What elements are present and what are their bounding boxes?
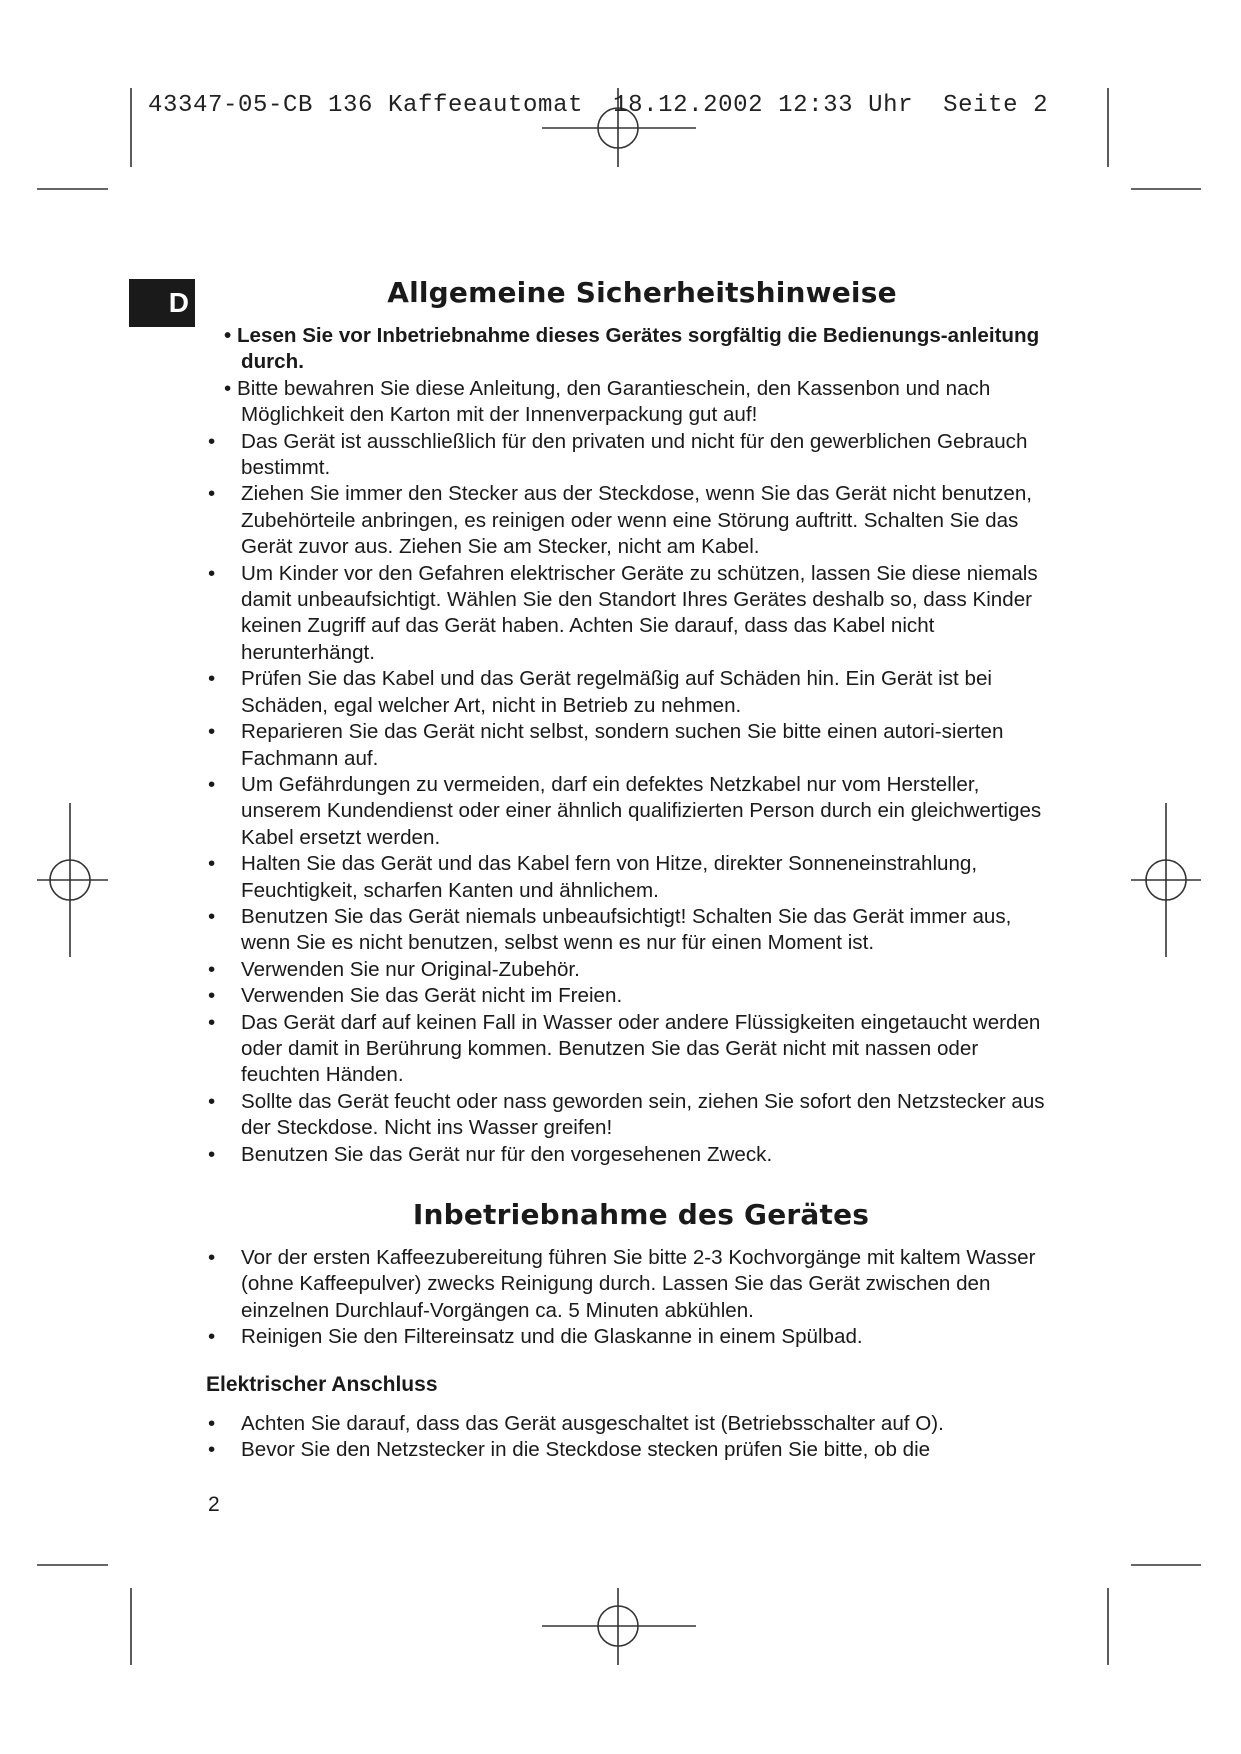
- electrical-list: [206, 1411, 1046, 1464]
- list-item: • Reinigen Sie den Filtereinsatz und die Glaskanne in einem Spülbad.: [206, 1324, 1046, 1350]
- list-item: • Das Gerät darf auf keinen Fall in Wasser oder andere Flüssigkeiten eingetaucht werden oder damit in Berührung kommen. Benutzen Sie das Gerät nicht mit nassen oder feuchten Händen.: [208, 1010, 1041, 1087]
- subheading-electrical: Elektrischer Anschluss: [206, 1372, 438, 1396]
- section-title-startup: Inbetriebnahme des Gerätes: [412, 1198, 870, 1231]
- list-item: • Reparieren Sie das Gerät nicht selbst, sondern suchen Sie bitte einen autori-sierten Fachmann auf.: [208, 720, 1004, 770]
- list-item: • Ziehen Sie immer den Stecker aus der Steckdose, wenn Sie das Gerät nicht benutzen, Zubehörteile anbringen, es reinigen oder wenn eine Störung auftritt. Schalten Sie das Gerät zuvor aus. Ziehen Sie am Stecker, nicht am Kabel.: [208, 482, 1032, 559]
- list-item: • Bevor Sie den Netzstecker in die Steckdose stecken prüfen Sie bitte, ob die: [206, 1437, 1046, 1463]
- page-number: 2: [208, 1493, 220, 1516]
- bullet-glyph: •: [208, 1411, 216, 1435]
- list-item: • Bitte bewahren Sie diese Anleitung, den Garantieschein, den Kassenbon und nach Möglichkeit den Karton mit der Innenverpackung gut auf!: [224, 376, 991, 427]
- list-item: • Lesen Sie vor Inbetriebnahme dieses Gerätes sorgfältig die Bedienungs-anleitung durch.: [224, 324, 1040, 374]
- list-item: • Um Kinder vor den Gefahren elektrischer Geräte zu schützen, lassen Sie diese niemals damit unbeaufsichtigt. Wählen Sie den Standort Ihres Gerätes deshalb so, dass Kinder keinen Zugriff auf das Gerät haben. Achten Sie darauf, dass das Kabel nicht herunterhängt.: [208, 561, 1038, 664]
- bullet-glyph: •: [208, 957, 216, 981]
- safety-list: [206, 323, 1046, 1168]
- list-item: • Um Gefährdungen zu vermeiden, darf ein defektes Netzkabel nur vom Hersteller, unserem Kundendienst oder einer ähnlich qualifizierten Person durch ein gleichwertiges Kabel ersetzt werden.: [208, 772, 1042, 849]
- list-item: • Benutzen Sie das Gerät nur für den vorgesehenen Zweck.: [206, 1142, 1046, 1168]
- bullet-glyph: •: [208, 1142, 216, 1166]
- list-item: • Verwenden Sie das Gerät nicht im Freien.: [206, 983, 1046, 1009]
- list-item: • Verwenden Sie nur Original-Zubehör.: [206, 957, 1046, 983]
- bullet-glyph: •: [208, 984, 216, 1008]
- bullet-glyph: •: [208, 482, 216, 506]
- list-item: • Prüfen Sie das Kabel und das Gerät regelmäßig auf Schäden hin. Ein Gerät ist bei Schäden, egal welcher Art, nicht in Betrieb zu nehmen.: [208, 667, 992, 717]
- main-content: [206, 276, 1046, 1463]
- bullet-glyph: •: [208, 772, 216, 796]
- bullet-glyph: •: [208, 720, 216, 744]
- bullet-glyph: •: [208, 852, 216, 876]
- bullet-glyph: •: [224, 376, 232, 400]
- list-item: • Das Gerät ist ausschließlich für den privaten und nicht für den gewerblichen Gebrauch bestimmt.: [208, 429, 1028, 480]
- list-item: • Achten Sie darauf, dass das Gerät ausgeschaltet ist (Betriebsschalter auf O).: [206, 1411, 1046, 1437]
- list-item: • Vor der ersten Kaffeezubereitung führen Sie bitte 2-3 Kochvorgänge mit kaltem Wasser (ohne Kaffeepulver) zwecks Reinigung durch. Lassen Sie das Gerät zwischen den einzelnen Durchlauf-Vorgängen ca. 5 Minuten abkühlen.: [208, 1246, 1036, 1322]
- bullet-glyph: •: [208, 1010, 216, 1034]
- bullet-glyph: •: [208, 1438, 216, 1462]
- print-slug-header: 43347-05-CB 136 Kaffeeautomat 18.12.2002 12:33 Uhr Seite 2: [148, 92, 1049, 119]
- language-tab: D: [129, 279, 195, 327]
- bullet-glyph: •: [208, 1325, 216, 1349]
- section-title-safety: Allgemeine Sicherheitshinweise: [387, 276, 897, 309]
- list-item: • Benutzen Sie das Gerät niemals unbeaufsichtigt! Schalten Sie das Gerät immer aus, wenn Sie es nicht benutzen, selbst wenn es nur für einen Moment ist.: [208, 904, 1012, 955]
- bullet-glyph: •: [224, 324, 232, 347]
- bullet-glyph: •: [208, 561, 216, 585]
- bullet-glyph: •: [208, 667, 216, 691]
- bullet-glyph: •: [208, 1246, 216, 1269]
- bullet-glyph: •: [208, 904, 216, 928]
- list-item: • Sollte das Gerät feucht oder nass geworden sein, ziehen Sie sofort den Netzstecker aus der Steckdose. Nicht ins Wasser greifen!: [208, 1089, 1045, 1140]
- bullet-glyph: •: [208, 1089, 216, 1113]
- startup-list: [206, 1245, 1046, 1351]
- bullet-glyph: •: [208, 429, 216, 453]
- list-item: • Halten Sie das Gerät und das Kabel fern von Hitze, direkter Sonneneinstrahlung, Feuchtigkeit, scharfen Kanten und ähnlichem.: [208, 852, 978, 902]
